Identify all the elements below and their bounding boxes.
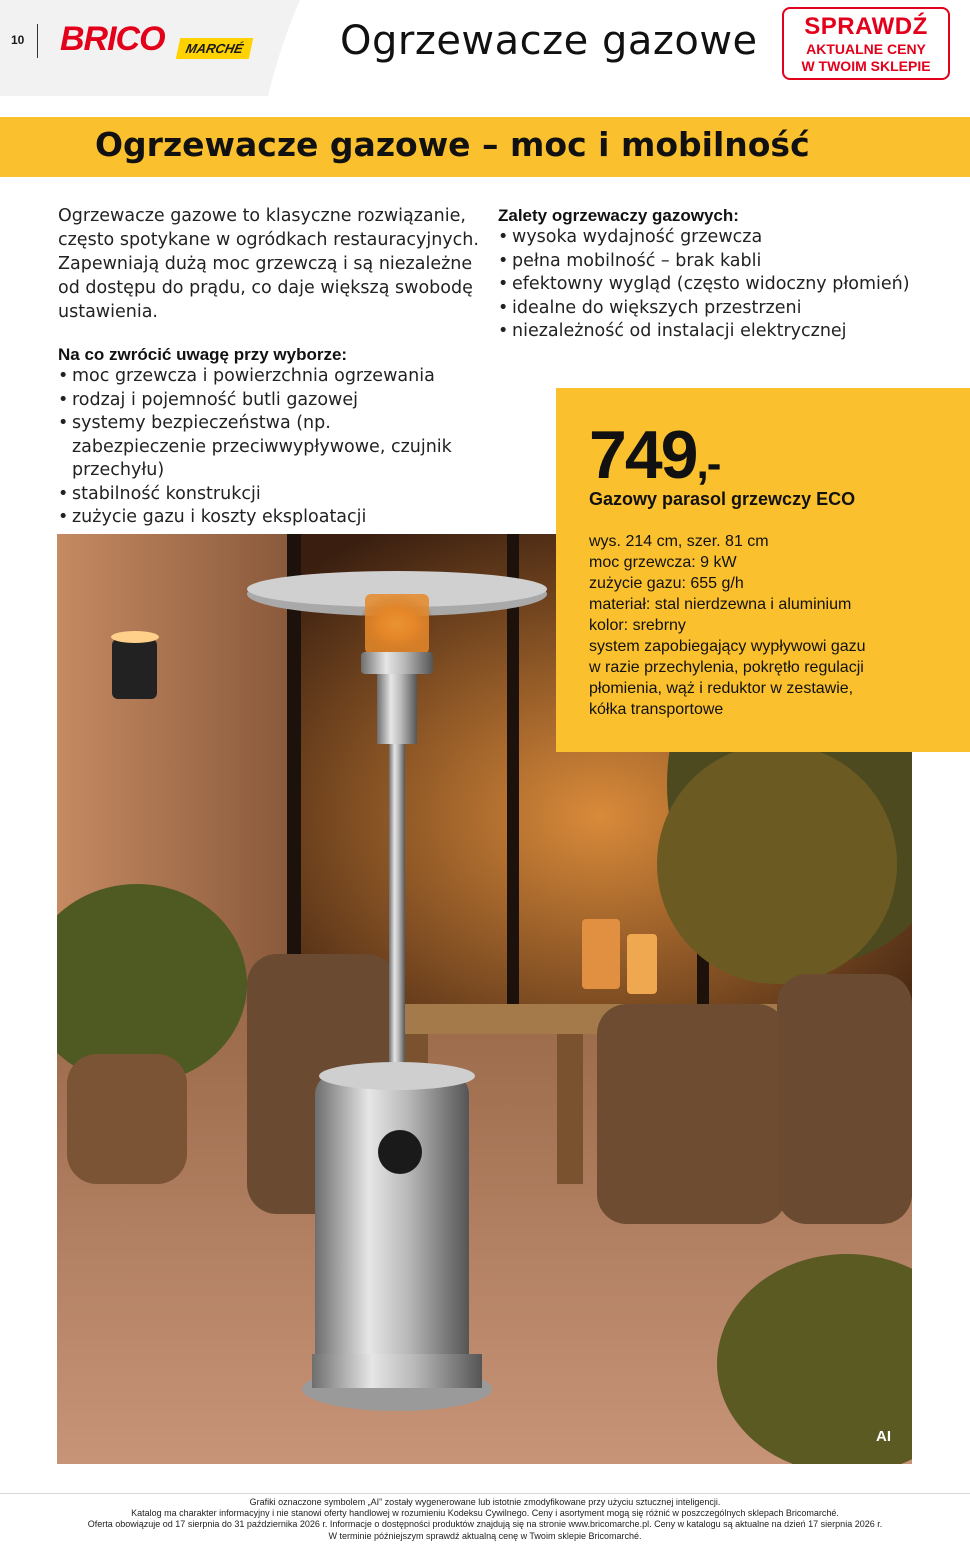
tips-list — [58, 365, 528, 530]
badge-line-3: W TWOIM SKLEPIE — [801, 58, 931, 74]
list-item: • stabilność konstrukcji — [58, 483, 528, 507]
spec-line: zużycie gazu: 655 g/h — [589, 575, 744, 592]
list-item: • rodzaj i pojemność butli gazowej — [58, 389, 528, 413]
intro-line: Zapewniają dużą moc grzewczą i są niezależne — [58, 254, 473, 274]
spec-line: kolor: srebrny — [589, 617, 686, 634]
price-main: 749 — [589, 417, 697, 493]
intro-line: ustawienia. — [58, 302, 158, 322]
ai-generated-mark: AI — [876, 1428, 891, 1445]
logo-brico-text: BRICO — [60, 20, 165, 58]
price-box — [556, 388, 970, 752]
list-item: • niezależność od instalacji elektrycznej — [498, 320, 948, 344]
product-price — [589, 416, 719, 494]
list-item: • idealne do większych przestrzeni — [498, 297, 948, 321]
intro-line: często spotykane w ogródkach restauracyjnych. — [58, 230, 479, 250]
footer-line: W terminie późniejszym sprawdź aktualną cenę w Twoim sklepie Bricomarché. — [328, 1530, 642, 1541]
footer-line: Katalog ma charakter informacyjny i nie stanowi oferty handlowej w rozumieniu Kodeksu Cywilnego. Ceny i asortyment mogą się różnić w poszczególnych sklepach Bricomarché. — [131, 1508, 839, 1519]
spec-line: w razie przechylenia, pokrętło regulacji — [589, 659, 864, 676]
spec-line: materiał: stal nierdzewna i aluminium — [589, 596, 852, 613]
footer-line: Grafiki oznaczone symbolem „AI” zostały wygenerowane lub istotnie zmodyfikowane przy użyciu sztucznej inteligencji. — [249, 1497, 721, 1507]
advantages-section — [498, 206, 948, 344]
tips-heading: Na co zwrócić uwagę przy wyborze: — [58, 345, 348, 364]
list-item: • systemy bezpieczeństwa (np. zabezpieczenie przeciwwypływowe, czujnik przechyłu) — [58, 412, 458, 483]
footer-disclaimer — [0, 1497, 970, 1542]
check-prices-badge — [782, 7, 950, 80]
spec-line: płomienia, wąż i reduktor w zestawie, — [589, 680, 854, 697]
footer-divider — [0, 1493, 970, 1494]
list-item: • wysoka wydajność grzewcza — [498, 226, 948, 250]
advantages-list — [498, 226, 948, 344]
logo-marche-text: MARCHÉ — [176, 38, 254, 59]
product-name: Gazowy parasol grzewczy ECO — [589, 489, 856, 509]
spec-line: moc grzewcza: 9 kW — [589, 554, 737, 571]
header-divider — [37, 24, 38, 58]
page-number: 10 — [11, 33, 25, 47]
list-item: • moc grzewcza i powierzchnia ogrzewania — [58, 365, 528, 389]
spec-line: kółka transportowe — [589, 701, 724, 718]
footer-line: Oferta obowiązuje od 17 sierpnia do 31 października 2026 r. Informacje o dostępności produktów znajdują się na stronie www.bricomarche.pl. Ceny w katalogu są aktualne na dzień 17 sierpnia 2026 r. — [87, 1519, 883, 1530]
page-title: Ogrzewacze gazowe — [340, 18, 758, 64]
list-item: • efektowny wygląd (często widoczny płomień) — [498, 273, 948, 297]
spec-line: wys. 214 cm, szer. 81 cm — [589, 533, 769, 550]
product-specs — [589, 531, 939, 720]
list-item: • pełna mobilność – brak kabli — [498, 250, 948, 274]
badge-line-1: SPRAWDŹ — [804, 13, 928, 40]
list-item: • zużycie gazu i koszty eksploatacji — [58, 506, 528, 530]
advantages-heading: Zalety ogrzewaczy gazowych: — [498, 206, 739, 225]
spec-line: system zapobiegający wypływowi gazu — [589, 638, 866, 655]
intro-line: Ogrzewacze gazowe to klasyczne rozwiązanie, — [58, 206, 466, 226]
intro-paragraph — [58, 204, 488, 324]
badge-line-2: AKTUALNE CENY — [806, 41, 926, 57]
section-title: Ogrzewacze gazowe – moc i mobilność — [95, 125, 810, 164]
price-suffix: ,- — [696, 439, 720, 488]
tips-section — [58, 345, 528, 530]
bricomarche-logo — [58, 20, 263, 66]
intro-line: od dostępu do prądu, co daje większą swobodę — [58, 278, 473, 298]
